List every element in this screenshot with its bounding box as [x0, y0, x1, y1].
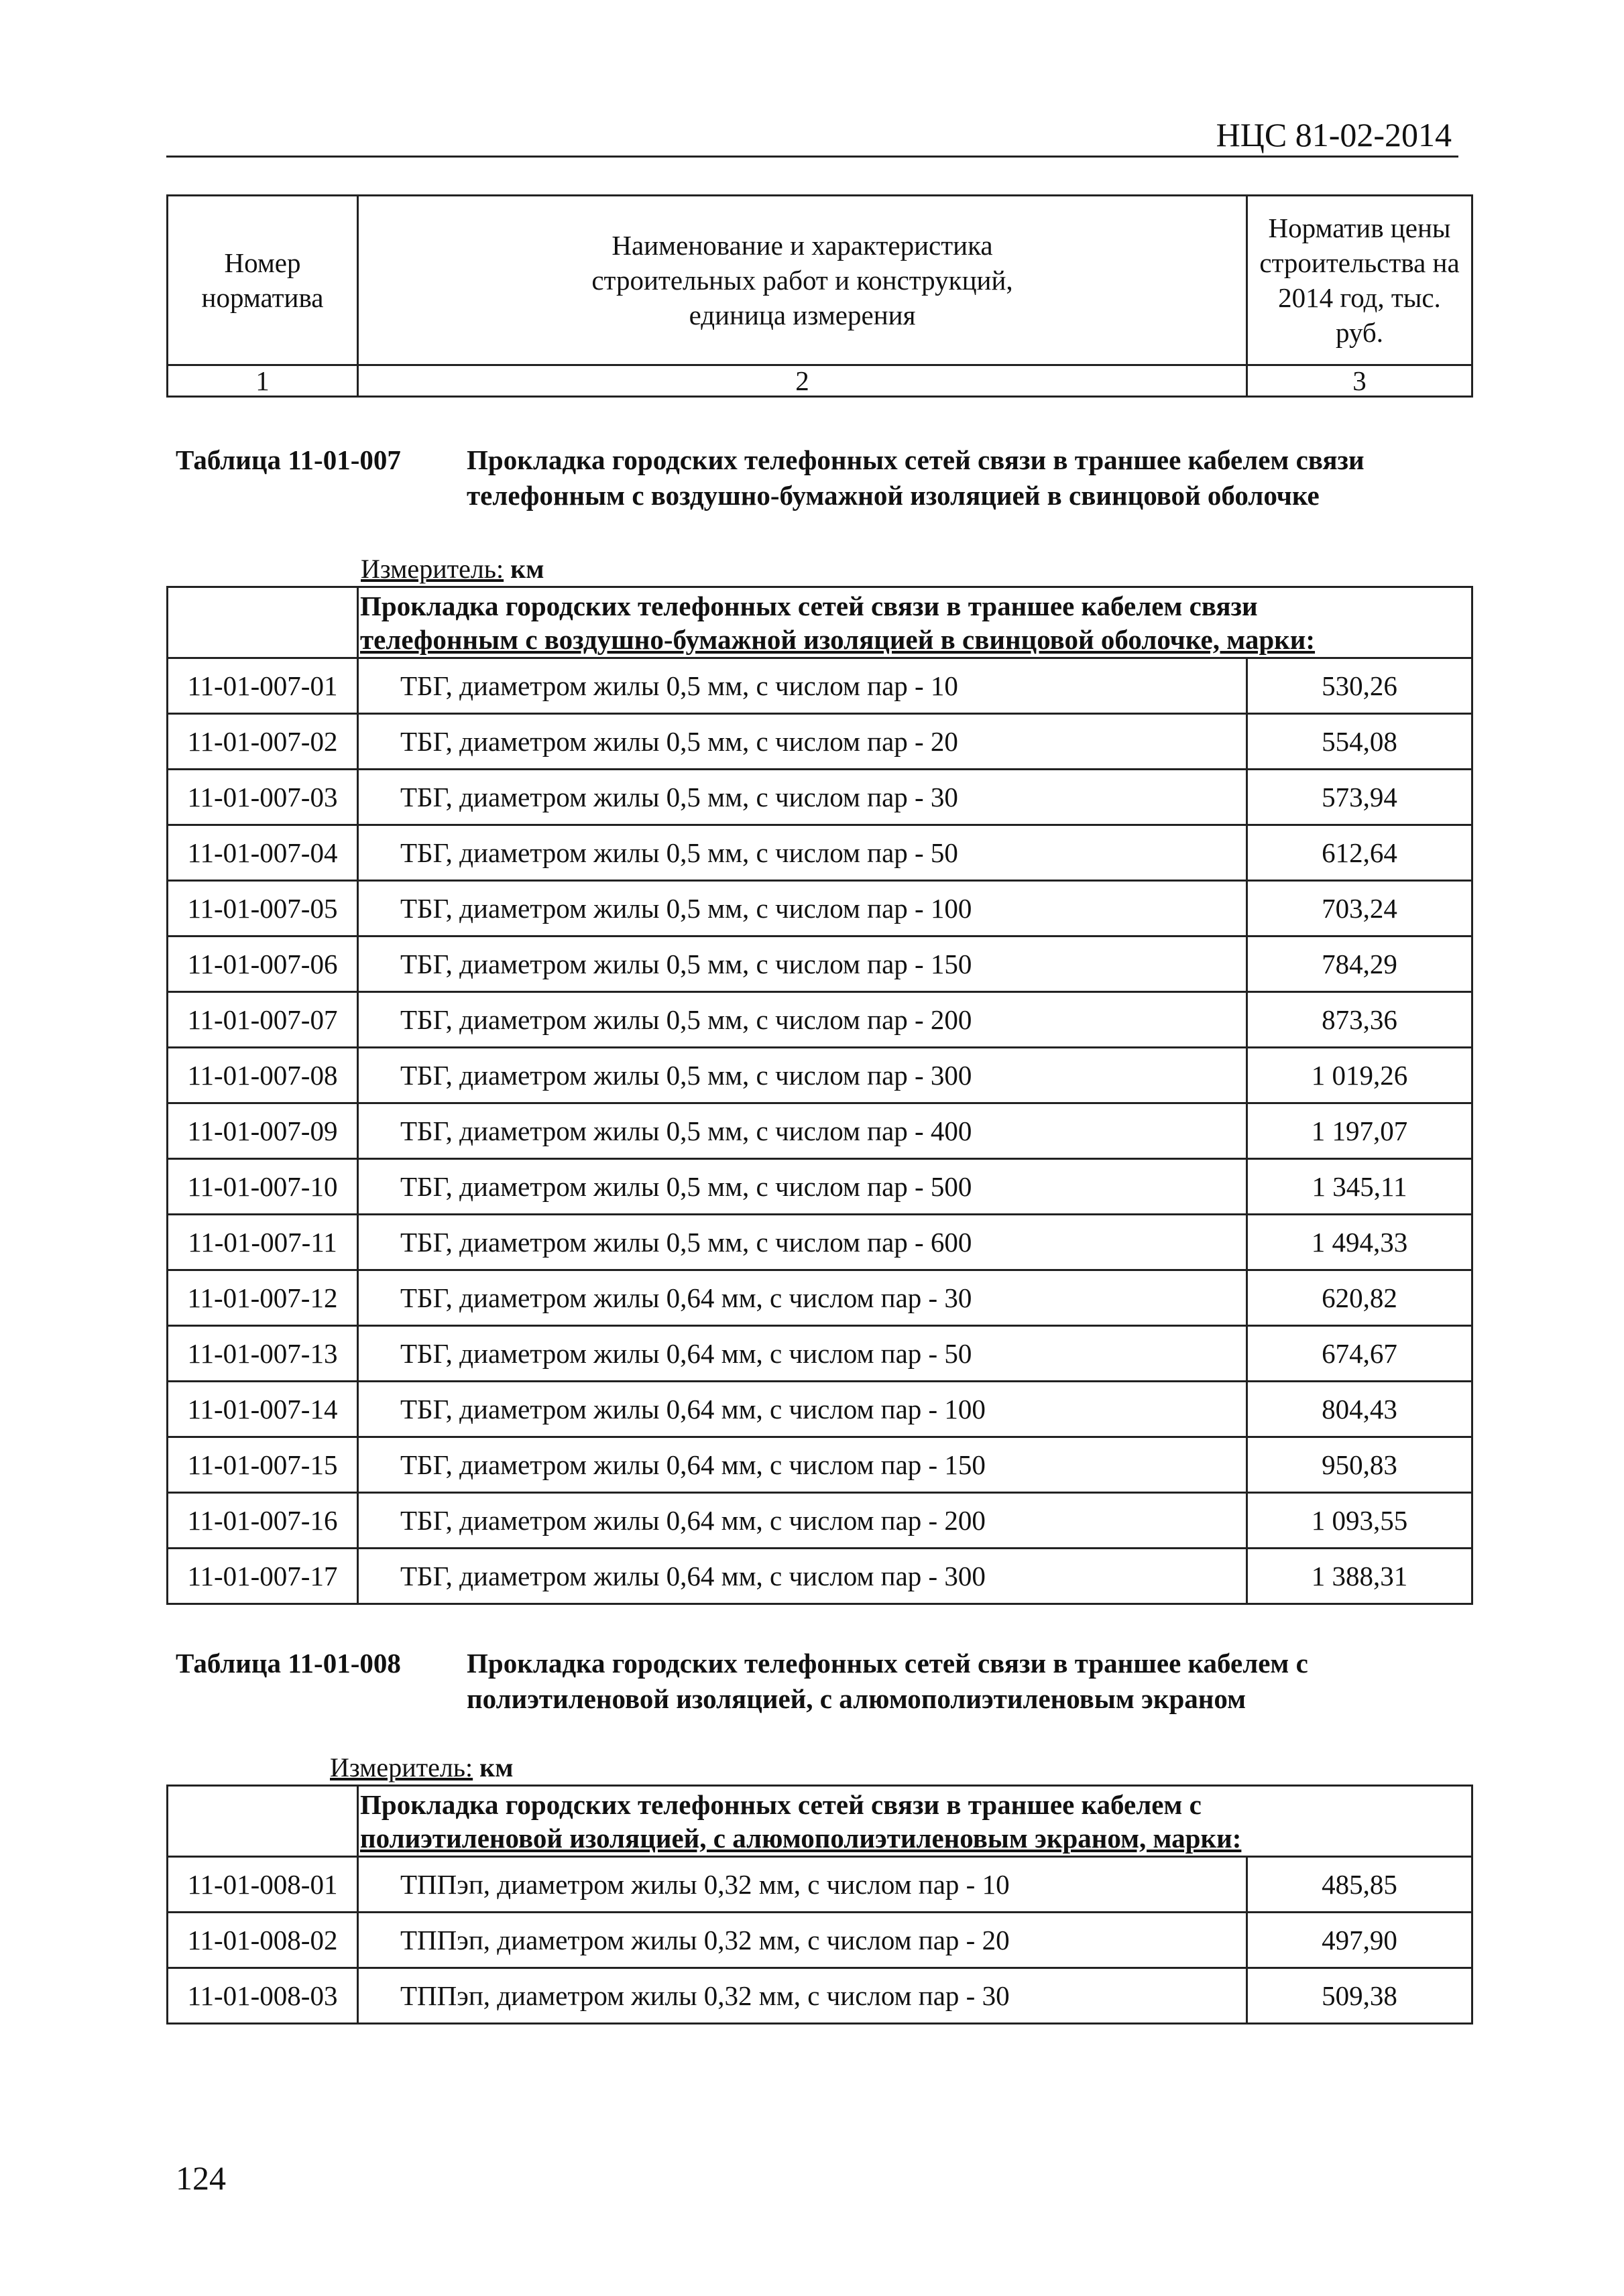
table-row [168, 1968, 1472, 2024]
row-price: 703,24 [1247, 881, 1472, 936]
table-008-measure [330, 1752, 513, 1783]
row-code: 11-01-007-15 [168, 1437, 358, 1493]
row-code: 11-01-007-12 [168, 1270, 358, 1326]
table-row [168, 1270, 1472, 1326]
row-price: 1 345,11 [1247, 1159, 1472, 1215]
row-name: ТБГ, диаметром жилы 0,5 мм, с числом пар - 400 [358, 1103, 1247, 1159]
measure-label: Измеритель: [330, 1752, 473, 1783]
row-name: ТБГ, диаметром жилы 0,5 мм, с числом пар - 150 [358, 936, 1247, 992]
table-007-title: Прокладка городских телефонных сетей связи в траншее кабелем связи телефонным с воздушно-бумажной изоляцией в свинцовой оболочке [467, 444, 1365, 511]
group-heading [358, 1786, 1472, 1857]
column-header-name: Наименование и характеристика строительных работ и конструкций, единица измерения [358, 196, 1247, 365]
row-name: ТБГ, диаметром жилы 0,5 мм, с числом пар - 200 [358, 992, 1247, 1048]
table-row [168, 936, 1472, 992]
row-name: ТБГ, диаметром жилы 0,5 мм, с числом пар - 20 [358, 714, 1247, 770]
row-code: 11-01-008-03 [168, 1968, 358, 2024]
row-price: 1 388,31 [1247, 1549, 1472, 1604]
row-code: 11-01-007-03 [168, 770, 358, 825]
table-008-title: Прокладка городских телефонных сетей связи в траншее кабелем с полиэтиленовой изоляцией, с алюмополиэтиленовым экраном [467, 1648, 1308, 1714]
table-11-01-007 [166, 586, 1473, 1605]
row-code: 11-01-007-02 [168, 714, 358, 770]
table-row [168, 1048, 1472, 1103]
row-name: ТБГ, диаметром жилы 0,5 мм, с числом пар - 500 [358, 1159, 1247, 1215]
table-row [168, 1493, 1472, 1549]
row-name: ТБГ, диаметром жилы 0,64 мм, с числом пар - 300 [358, 1549, 1247, 1604]
row-price: 950,83 [1247, 1437, 1472, 1493]
row-price: 1 197,07 [1247, 1103, 1472, 1159]
table-008-label: Таблица 11-01-008 [176, 1648, 401, 1679]
row-code: 11-01-007-05 [168, 881, 358, 936]
row-code: 11-01-007-09 [168, 1103, 358, 1159]
row-price: 804,43 [1247, 1382, 1472, 1437]
group-heading-line1: Прокладка городских телефонных сетей связи в траншее кабелем связи [360, 590, 1258, 621]
row-code: 11-01-007-14 [168, 1382, 358, 1437]
row-price: 1 494,33 [1247, 1215, 1472, 1270]
row-price: 530,26 [1247, 658, 1472, 714]
column-number-3: 3 [1247, 365, 1472, 397]
row-name: ТБГ, диаметром жилы 0,5 мм, с числом пар - 30 [358, 770, 1247, 825]
table-row [168, 658, 1472, 714]
row-code: 11-01-007-08 [168, 1048, 358, 1103]
row-price: 554,08 [1247, 714, 1472, 770]
row-price: 509,38 [1247, 1968, 1472, 2024]
column-number-2: 2 [358, 365, 1247, 397]
column-number-1: 1 [168, 365, 358, 397]
row-price: 485,85 [1247, 1857, 1472, 1913]
table-row [168, 1215, 1472, 1270]
table-007-measure [361, 554, 544, 585]
row-code: 11-01-007-04 [168, 825, 358, 881]
measure-unit: км [510, 554, 544, 584]
row-name: ТБГ, диаметром жилы 0,5 мм, с числом пар - 300 [358, 1048, 1247, 1103]
column-header-number: Номер норматива [168, 196, 358, 365]
document-code: НЦС 81-02-2014 [1216, 116, 1452, 154]
row-code: 11-01-007-01 [168, 658, 358, 714]
table-007-label: Таблица 11-01-007 [176, 444, 401, 475]
row-code: 11-01-007-06 [168, 936, 358, 992]
page-number: 124 [176, 2159, 226, 2197]
table-11-01-008 [166, 1785, 1473, 2025]
row-name: ТБГ, диаметром жилы 0,64 мм, с числом пар - 200 [358, 1493, 1247, 1549]
row-name: ТБГ, диаметром жилы 0,64 мм, с числом пар - 30 [358, 1270, 1247, 1326]
row-code: 11-01-007-16 [168, 1493, 358, 1549]
group-heading-line2: телефонным с воздушно-бумажной изоляцией в свинцовой оболочке, марки: [360, 623, 1316, 655]
row-price: 1 093,55 [1247, 1493, 1472, 1549]
row-name: ТБГ, диаметром жилы 0,64 мм, с числом пар - 50 [358, 1326, 1247, 1382]
row-name: ТБГ, диаметром жилы 0,64 мм, с числом пар - 150 [358, 1437, 1247, 1493]
group-empty-cell [168, 587, 358, 658]
measure-label: Измеритель: [361, 554, 504, 584]
row-name: ТБГ, диаметром жилы 0,64 мм, с числом пар - 100 [358, 1382, 1247, 1437]
table-row [168, 1382, 1472, 1437]
row-code: 11-01-007-10 [168, 1159, 358, 1215]
row-price: 1 019,26 [1247, 1048, 1472, 1103]
row-code: 11-01-008-01 [168, 1857, 358, 1913]
row-price: 573,94 [1247, 770, 1472, 825]
row-price: 620,82 [1247, 1270, 1472, 1326]
row-price: 497,90 [1247, 1913, 1472, 1968]
row-name: ТБГ, диаметром жилы 0,5 мм, с числом пар - 100 [358, 881, 1247, 936]
row-name: ТППэп, диаметром жилы 0,32 мм, с числом пар - 20 [358, 1913, 1247, 1968]
table-row [168, 1326, 1472, 1382]
column-header-price: Норматив цены строительства на 2014 год, тыс. руб. [1247, 196, 1472, 365]
group-heading-line2: полиэтиленовой изоляцией, с алюмополиэтиленовым экраном, марки: [360, 1822, 1242, 1854]
row-name: ТППэп, диаметром жилы 0,32 мм, с числом пар - 30 [358, 1968, 1247, 2024]
group-heading [358, 587, 1472, 658]
row-name: ТБГ, диаметром жилы 0,5 мм, с числом пар - 600 [358, 1215, 1247, 1270]
row-code: 11-01-007-13 [168, 1326, 358, 1382]
row-price: 612,64 [1247, 825, 1472, 881]
row-name: ТБГ, диаметром жилы 0,5 мм, с числом пар - 50 [358, 825, 1247, 881]
group-heading-line1: Прокладка городских телефонных сетей связи в траншее кабелем с [360, 1789, 1202, 1820]
table-row [168, 714, 1472, 770]
table-row [168, 1159, 1472, 1215]
table-row [168, 1549, 1472, 1604]
table-row [168, 992, 1472, 1048]
row-code: 11-01-008-02 [168, 1913, 358, 1968]
table-row [168, 825, 1472, 881]
page-header [166, 113, 1458, 158]
row-price: 784,29 [1247, 936, 1472, 992]
table-row [168, 1857, 1472, 1913]
row-price: 873,36 [1247, 992, 1472, 1048]
table-row [168, 1437, 1472, 1493]
row-code: 11-01-007-07 [168, 992, 358, 1048]
column-header-table [166, 194, 1473, 398]
row-name: ТППэп, диаметром жилы 0,32 мм, с числом пар - 10 [358, 1857, 1247, 1913]
table-row [168, 770, 1472, 825]
measure-unit: км [479, 1752, 514, 1783]
group-empty-cell [168, 1786, 358, 1857]
table-row [168, 1103, 1472, 1159]
table-row [168, 1913, 1472, 1968]
row-name: ТБГ, диаметром жилы 0,5 мм, с числом пар - 10 [358, 658, 1247, 714]
row-price: 674,67 [1247, 1326, 1472, 1382]
row-code: 11-01-007-17 [168, 1549, 358, 1604]
row-code: 11-01-007-11 [168, 1215, 358, 1270]
table-row [168, 881, 1472, 936]
